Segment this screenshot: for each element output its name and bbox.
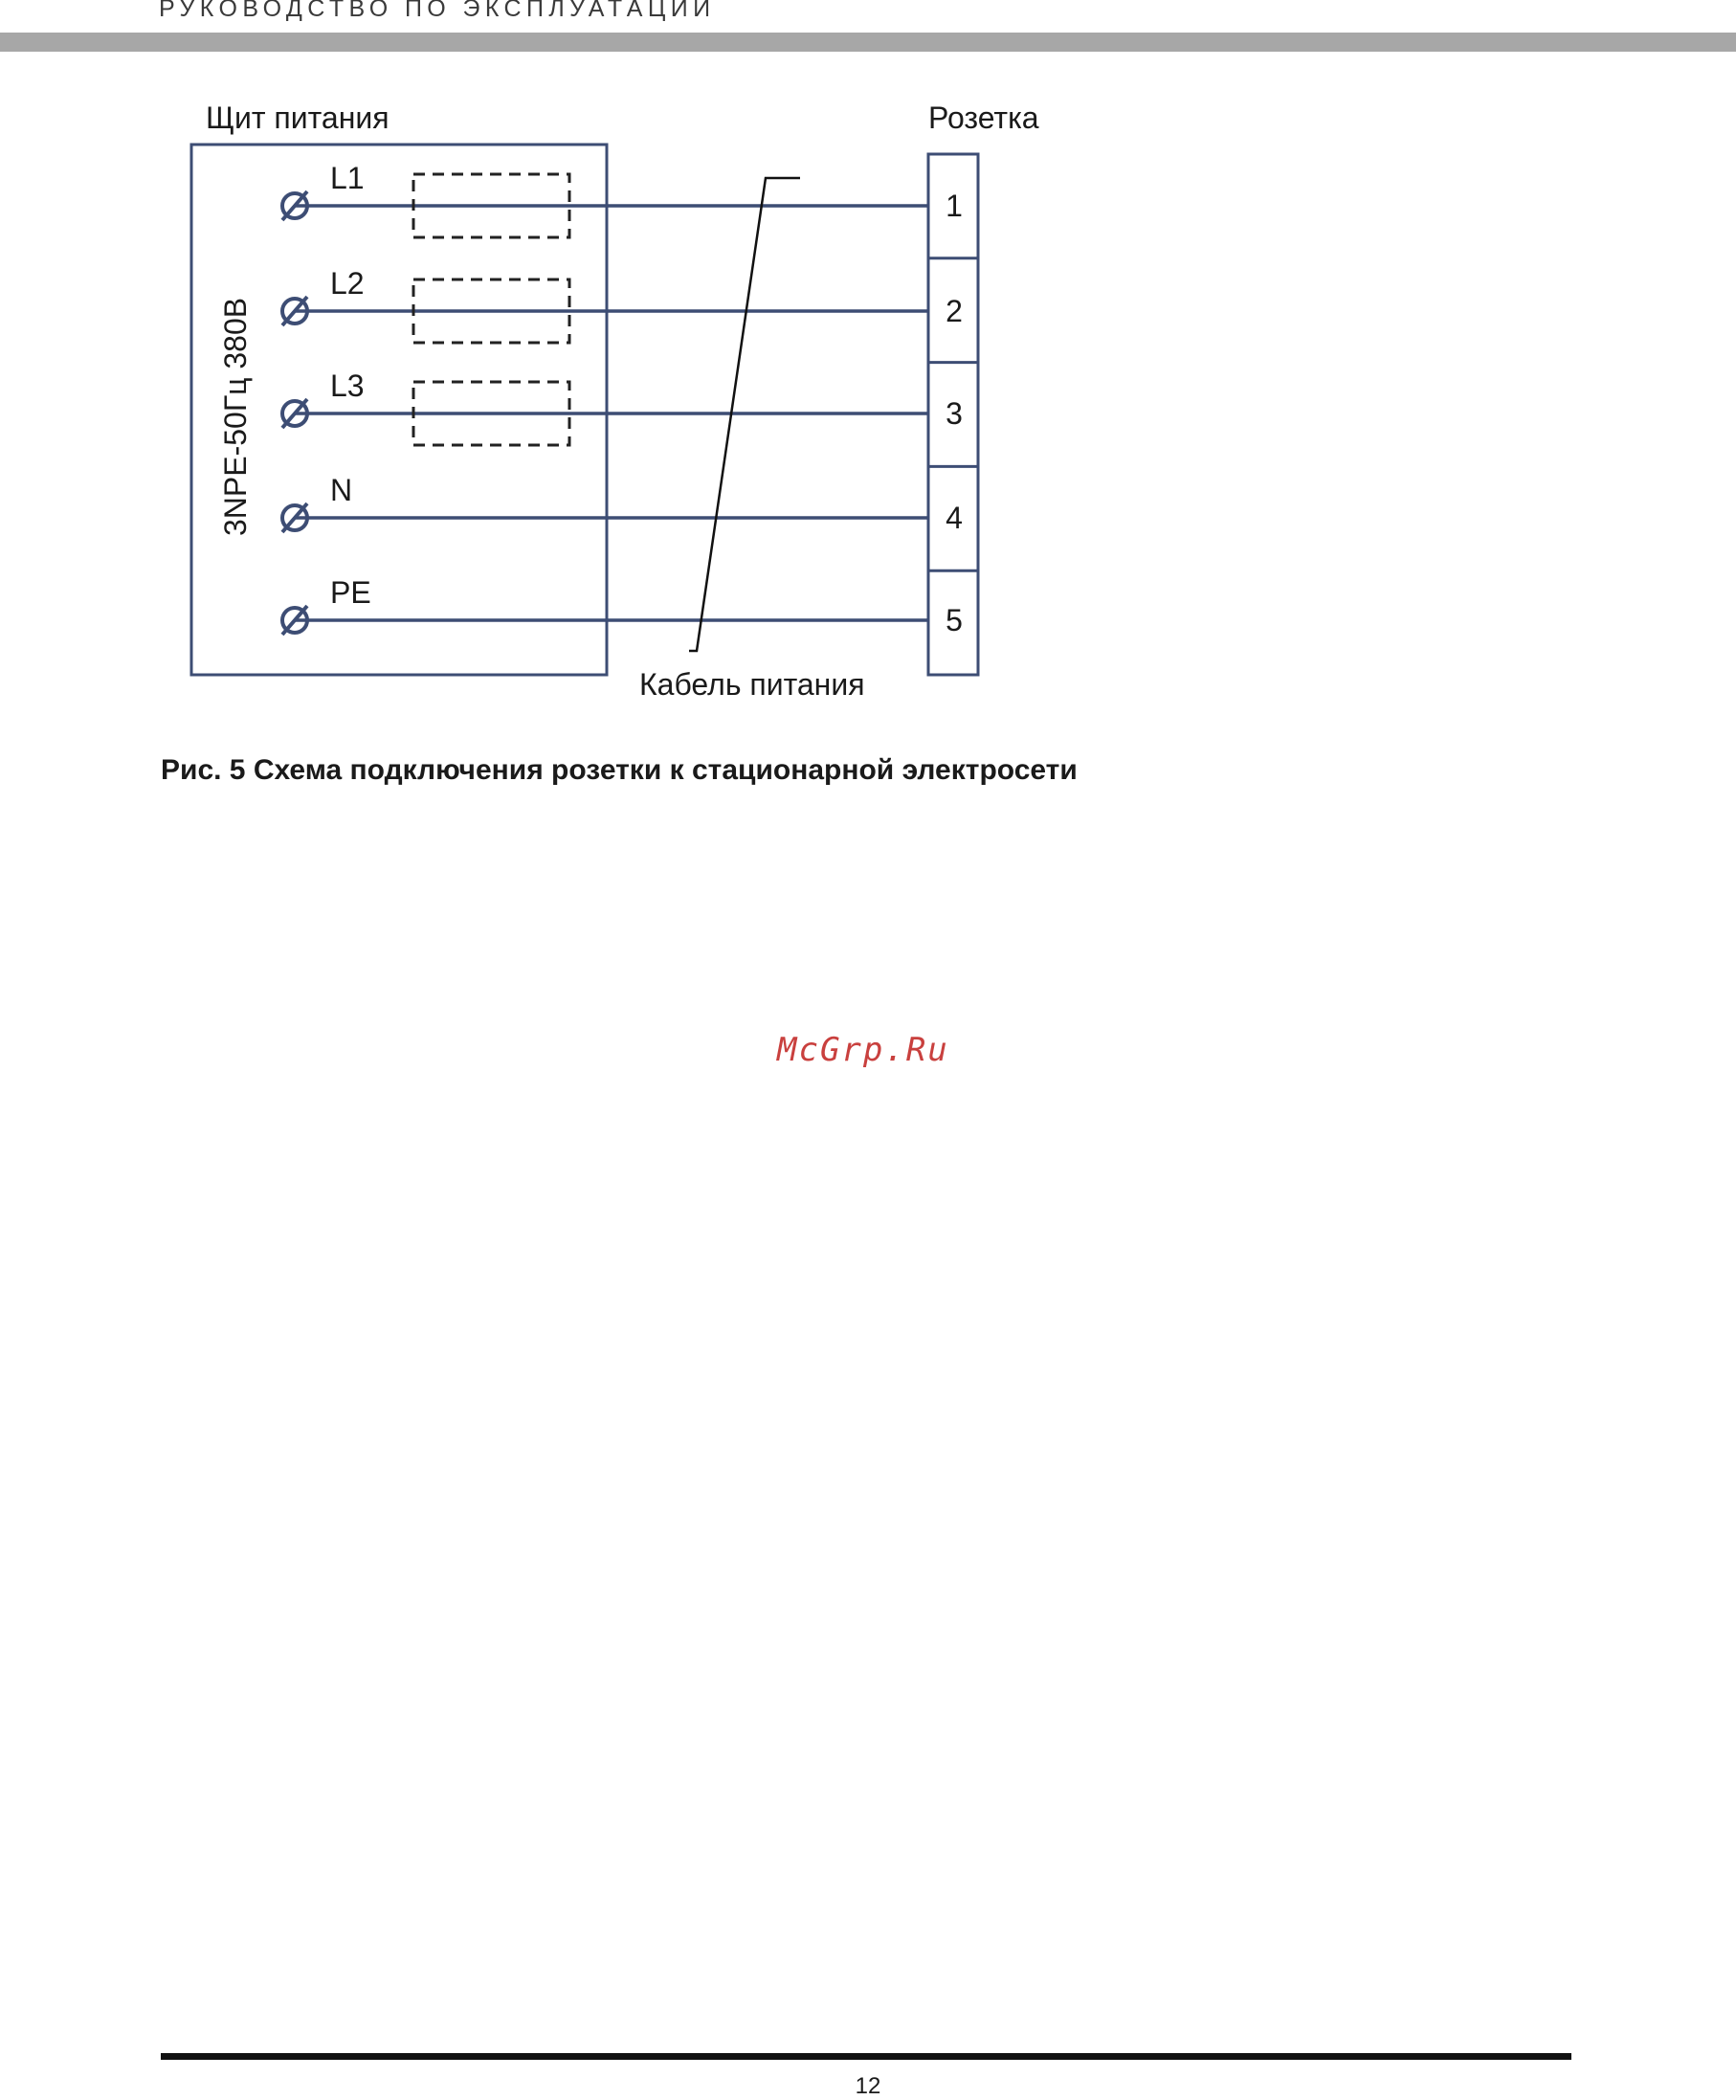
power-panel (191, 145, 607, 675)
page-number: 12 (855, 2073, 881, 2099)
socket-pin-5: 5 (946, 603, 963, 637)
watermark-text: McGrp.Ru (777, 1031, 949, 1069)
line-label-pe: PE (330, 575, 371, 610)
socket-pin-2: 2 (946, 294, 963, 328)
wiring-diagram (0, 0, 1736, 727)
line-label-n: N (330, 473, 353, 507)
line-label-l1: L1 (330, 161, 365, 195)
cable-label: Кабель питания (639, 667, 865, 702)
panel-label: Щит питания (206, 101, 389, 135)
socket-label: Розетка (928, 101, 1039, 135)
socket-pin-3: 3 (946, 396, 963, 431)
running-header: РУКОВОДСТВО ПО ЭКСПЛУАТАЦИИ (159, 0, 716, 22)
figure-caption: Рис. 5 Схема подключения розетки к стационарной электросети (161, 754, 1078, 786)
line-label-l3: L3 (330, 369, 365, 403)
line-label-l2: L2 (330, 266, 365, 301)
footer-rule (161, 2053, 1571, 2060)
socket-pin-4: 4 (946, 501, 963, 535)
supply-label: 3NPE-50Гц 380В (218, 297, 253, 536)
socket-pin-1: 1 (946, 189, 963, 223)
